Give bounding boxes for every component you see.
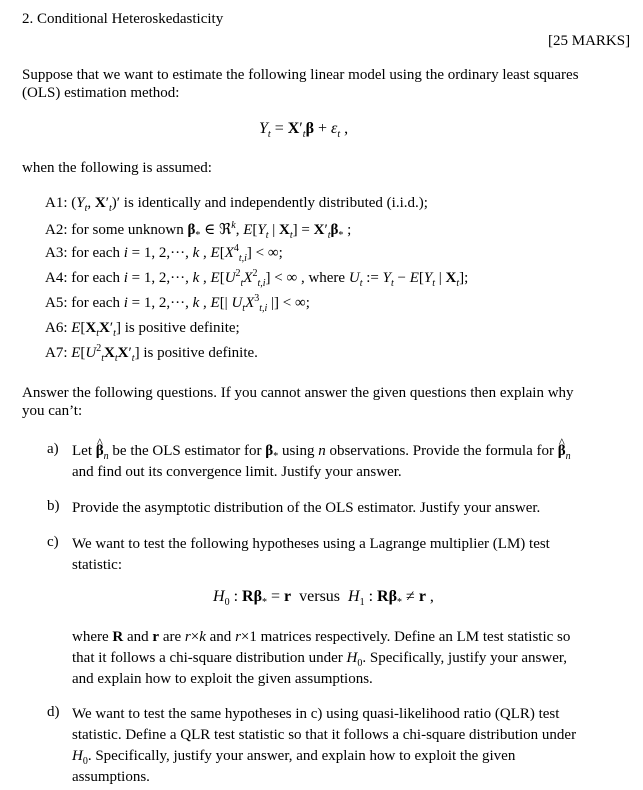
assumption-a1: A1: ($Y_t$, $X'_t)'$ is identically and independently distributed (i.i.d.); [45, 195, 428, 214]
model-equation: $Y_t = X'_t\beta + \varepsilon_t$ , [259, 120, 349, 141]
instructions-paragraph: Answer the following questions. If you cannot answer the given questions then explain why you can’t: [22, 385, 574, 419]
question-b-text: Provide the asymptotic distribution of the OLS estimator. Justify your answer. [72, 500, 541, 516]
intro-paragraph: Suppose that we want to estimate the following linear model using the ordinary least squares (OLS) estimation method: [22, 67, 579, 101]
assumption-a3: A3: for each i = 1, 2,···, k , $E[X^4_{t,i}]$ < ∞; [45, 243, 283, 264]
question-b-label: b) [47, 498, 60, 514]
hypothesis-equation: $H_0$ : $R\beta_* = r$ versus $H_1$ : $R\beta_* \ne r$ , [213, 588, 434, 609]
assumption-a6: A6: $E[X_tX'_t]$ is positive definite; [45, 320, 240, 339]
question-a-text: Let ^ $\beta_n$ be the OLS estimator for $\beta_*$ using n observations. Provide the formula for ^ $\beta_n$ and find out its convergence limit. Justify your answer. [72, 441, 622, 483]
assumption-a5: A5: for each i = 1, 2,···, k , E[| $U_tX^3_{t,i}$ |] < ∞; [45, 293, 310, 314]
assumption-a4: A4: for each i = 1, 2,···, k , $E[U^2_tX^2_{t,i}]$ < ∞ , where $U_t$ := $Y_t - E[Y_t$ | $X_t$]; [45, 268, 469, 289]
assumption-a7: A7: $E[U^2_tX_tX'_t]$ is positive definite. [45, 343, 258, 364]
question-c-text: We want to test the following hypotheses using a Lagrange multiplier (LM) test statistic: [72, 536, 550, 573]
question-a-label: a) [47, 441, 59, 457]
assumption-a2: A2: for some unknown $\beta_*$ ∈ ℜ$^k$, $E[Y_t$ | $X_t] = X'_t\beta_*$ ; [45, 220, 352, 241]
question-d-text: We want to test the same hypotheses in c) using quasi-likelihood ratio (QLR) test statistic. Define a QLR test statistic so that it follows a chi-square distribution under $H_0$. Specifically, justify your answer, and explain how to exploit the given assumptions. [72, 706, 577, 785]
question-c-where: where R and r are r×k and r×1 matrices respectively. Define an LM test statistic so that it follows a chi-square distribution under $H_0$. Specifically, justify your answer, and explain how to exploit the given assumptions. [72, 629, 571, 687]
question-d-label: d) [47, 704, 60, 720]
section-title: 2. Conditional Heteroskedasticity [22, 11, 224, 27]
question-c-label: c) [47, 534, 59, 550]
marks-badge: [25 MARKS] [548, 33, 631, 49]
assumed-text: when the following is assumed: [22, 160, 212, 176]
